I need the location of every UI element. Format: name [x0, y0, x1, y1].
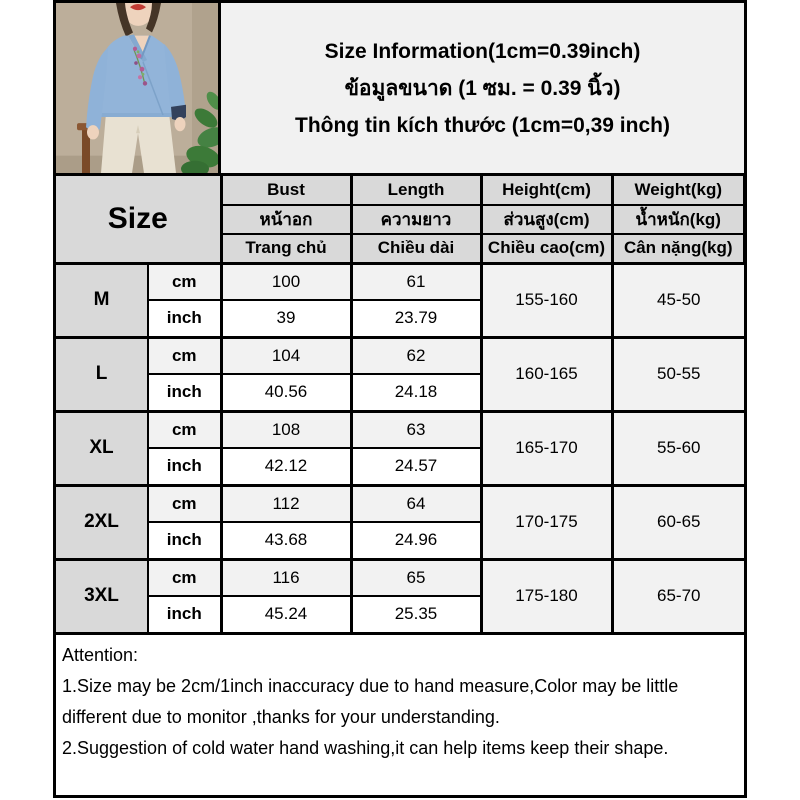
col-header-weight-vi: Cân nặng(kg) — [612, 234, 744, 263]
col-header-bust-th: หน้าอก — [221, 205, 351, 234]
col-header-height-vi: Chiều cao(cm) — [481, 234, 612, 263]
attention-note-2: 2.Suggestion of cold water hand washing,it can help items keep their shape. — [62, 737, 669, 758]
height-range-value: 165-170 — [481, 411, 612, 485]
bust-inch-value: 43.68 — [221, 522, 351, 559]
top-section — [56, 3, 744, 176]
content-frame — [53, 0, 747, 798]
size-name-cell: L — [56, 337, 148, 411]
unit-inch-cell: inch — [148, 448, 221, 485]
product-photo — [56, 3, 221, 173]
unit-inch-cell: inch — [148, 522, 221, 559]
col-header-weight-en: Weight(kg) — [612, 176, 744, 205]
size-name-cell: XL — [56, 411, 148, 485]
col-header-length-vi: Chiều dài — [351, 234, 481, 263]
weight-range-value: 60-65 — [612, 485, 744, 559]
weight-range-value: 55-60 — [612, 411, 744, 485]
col-header-weight-th: น้ำหนัก(kg) — [612, 205, 744, 234]
size-name-cell: 2XL — [56, 485, 148, 559]
size-table — [56, 176, 745, 635]
bust-cm-value: 112 — [221, 485, 351, 522]
size-name-cell: M — [56, 263, 148, 337]
length-cm-value: 61 — [351, 263, 481, 300]
col-header-length-th: ความยาว — [351, 205, 481, 234]
unit-inch-cell: inch — [148, 374, 221, 411]
bust-cm-value: 116 — [221, 559, 351, 596]
title-area — [221, 3, 744, 173]
attention-section — [56, 635, 744, 796]
height-range-value: 175-180 — [481, 559, 612, 633]
length-cm-value: 64 — [351, 485, 481, 522]
col-header-length-en: Length — [351, 176, 481, 205]
unit-cm-cell: cm — [148, 485, 221, 522]
height-range-value: 160-165 — [481, 337, 612, 411]
unit-cm-cell: cm — [148, 411, 221, 448]
unit-inch-cell: inch — [148, 596, 221, 633]
length-cm-value: 65 — [351, 559, 481, 596]
bust-inch-value: 39 — [221, 300, 351, 337]
col-header-height-en: Height(cm) — [481, 176, 612, 205]
weight-range-value: 45-50 — [612, 263, 744, 337]
col-header-bust-vi: Trang chủ — [221, 234, 351, 263]
product-photo-illustration — [56, 3, 218, 173]
size-header-cell: Size — [56, 176, 221, 263]
bust-cm-value: 100 — [221, 263, 351, 300]
unit-inch-cell: inch — [148, 300, 221, 337]
height-range-value: 170-175 — [481, 485, 612, 559]
unit-cm-cell: cm — [148, 263, 221, 300]
length-cm-value: 62 — [351, 337, 481, 374]
bust-inch-value: 42.12 — [221, 448, 351, 485]
height-range-value: 155-160 — [481, 263, 612, 337]
bust-cm-value: 108 — [221, 411, 351, 448]
length-inch-value: 24.18 — [351, 374, 481, 411]
bust-inch-value: 40.56 — [221, 374, 351, 411]
length-inch-value: 24.57 — [351, 448, 481, 485]
weight-range-value: 65-70 — [612, 559, 744, 633]
attention-heading: Attention: — [62, 644, 139, 665]
attention-note-1: 1.Size may be 2cm/1inch inaccuracy due to hand measure,Color may be little different due to monitor ,thanks for your understanding. — [62, 675, 679, 727]
title-line-english: Size Information(1cm=0.39inch) — [324, 39, 641, 63]
size-name-cell: 3XL — [56, 559, 148, 633]
title-line-vietnamese: Thông tin kích thước (1cm=0,39 inch) — [295, 113, 670, 137]
length-inch-value: 23.79 — [351, 300, 481, 337]
col-header-height-th: ส่วนสูง(cm) — [481, 205, 612, 234]
title-line-thai: ข้อมูลขนาด (1 ซม. = 0.39 นิ้ว) — [344, 76, 621, 100]
weight-range-value: 50-55 — [612, 337, 744, 411]
col-header-bust-en: Bust — [221, 176, 351, 205]
length-inch-value: 25.35 — [351, 596, 481, 633]
bust-cm-value: 104 — [221, 337, 351, 374]
length-inch-value: 24.96 — [351, 522, 481, 559]
unit-cm-cell: cm — [148, 337, 221, 374]
length-cm-value: 63 — [351, 411, 481, 448]
unit-cm-cell: cm — [148, 559, 221, 596]
bust-inch-value: 45.24 — [221, 596, 351, 633]
